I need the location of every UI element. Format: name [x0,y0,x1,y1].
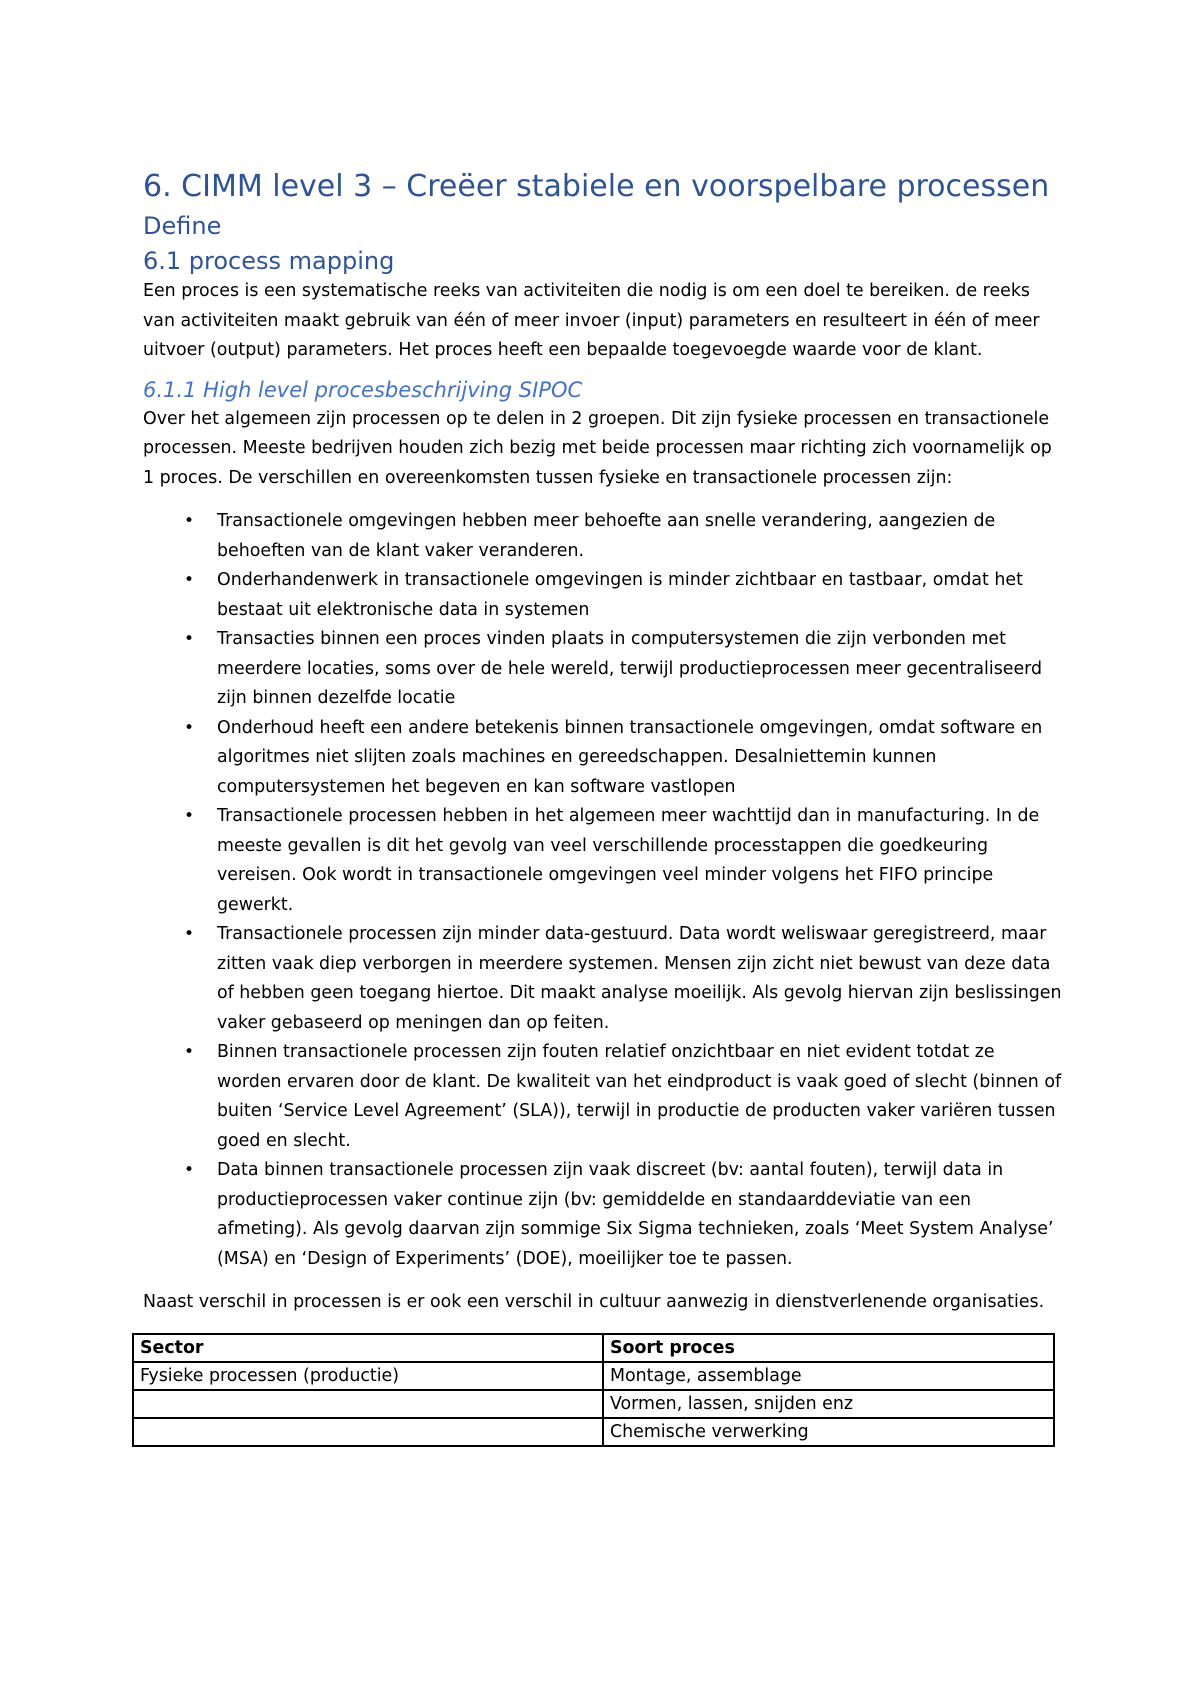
list-item [143,566,1063,625]
table-row [133,1390,1054,1418]
list-item [143,802,1063,920]
table-cell: Chemische verwerking [603,1418,1054,1446]
list-item [143,1038,1063,1156]
table-header-process: Soort proces [603,1334,1054,1362]
list-item [143,714,1063,803]
list-item-text: Transactionele omgevingen hebben meer behoefte aan snelle verandering, aangezien de behoeften van de klant vaker veranderen. [217,511,996,561]
list-item-text: Transactionele processen hebben in het algemeen meer wachttijd dan in manufacturing. In de meeste gevallen is dit het gevolg van veel verschillende processtappen die goedkeuring vereisen. Ook wordt in transactionele omgevingen veel minder volgens het FIFO principe gewerkt. [217,806,1040,915]
list-item-text: Transacties binnen een proces vinden plaats in computersystemen die zijn verbonden met meerdere locaties, soms over de hele wereld, terwijl productieprocessen meer gecentraliseerd zijn binnen dezelfde locatie [217,629,1043,708]
list-item [143,507,1063,566]
sipoc-paragraph: Over het algemeen zijn processen op te delen in 2 groepen. Dit zijn fysieke processen en transactionele processen. Meeste bedrijven houden zich bezig met beide processen maar richting zich voornamelijk op 1 proces. De verschillen en overeenkomsten tussen fysieke en transactionele processen zijn: [143,408,1052,488]
bullet-icon: • [184,511,195,531]
table-cell [133,1418,603,1446]
table-header-row [133,1334,1054,1362]
closing-paragraph: Naast verschil in processen is er ook een verschil in cultuur aanwezig in dienstverlenende organisaties. [143,1292,1045,1312]
table-row [133,1418,1054,1446]
list-item [143,1156,1063,1274]
section-heading: 6.1 process mapping [143,247,395,275]
table-header-sector: Sector [133,1334,603,1362]
list-item-text: Transactionele processen zijn minder data-gestuurd. Data wordt weliswaar geregistreerd, maar zitten vaak diep verborgen in meerdere systemen. Mensen zijn zicht niet bewust van deze data of hebben geen toegang hiertoe. Dit maakt analyse moeilijk. Als gevolg hiervan zijn beslissingen vaker gebaseerd op meningen dan op feiten. [217,924,1062,1033]
bullet-icon: • [184,629,195,649]
define-heading: Define [143,212,222,240]
intro-paragraph: Een proces is een systematische reeks van activiteiten die nodig is om een doel te bereiken. de reeks van activiteiten maakt gebruik van één of meer invoer (input) parameters en resulteert in één of meer uitvoer (output) parameters. Het proces heeft een bepaalde toegevoegde waarde voor de klant. [143,281,1040,360]
bullet-icon: • [184,1160,195,1180]
list-item-text: Onderhandenwerk in transactionele omgevingen is minder zichtbaar en tastbaar, omdat het bestaat uit elektronische data in systemen [217,570,1023,620]
bullet-icon: • [184,570,195,590]
bullet-icon: • [184,806,195,826]
list-item [143,920,1063,1038]
differences-list [143,507,1063,1274]
table-cell: Vormen, lassen, snijden enz [603,1390,1054,1418]
sector-table [132,1333,1055,1447]
chapter-title: 6. CIMM level 3 – Creëer stabiele en voorspelbare processen [143,169,1050,204]
bullet-icon: • [184,1042,195,1062]
table-cell: Montage, assemblage [603,1362,1054,1390]
list-item-text: Data binnen transactionele processen zijn vaak discreet (bv: aantal fouten), terwijl data in productieprocessen vaker continue zijn (bv: gemiddelde en standaarddeviatie van een afmeting). Als gevolg daarvan zijn sommige Six Sigma technieken, zoals ‘Meet System Analyse’ (MSA) en ‘Design of Experiments’ (DOE), moeilijker toe te passen. [217,1160,1054,1269]
table-cell: Fysieke processen (productie) [133,1362,603,1390]
bullet-icon: • [184,717,195,738]
table-cell [133,1390,603,1418]
table-row [133,1362,1054,1390]
list-item-text: Binnen transactionele processen zijn fouten relatief onzichtbaar en niet evident totdat ze worden ervaren door de klant. De kwaliteit van het eindproduct is vaak goed of slecht (binnen of buiten ‘Service Level Agreement’ (SLA)), terwijl in productie de producten vaker variëren tussen goed en slecht. [217,1042,1062,1151]
bullet-icon: • [184,924,195,944]
list-item [143,625,1063,714]
list-item-text: Onderhoud heeft een andere betekenis binnen transactionele omgevingen, omdat software en algoritmes niet slijten zoals machines en gereedschappen. Desalniettemin kunnen computersystemen het begeven en kan software vastlopen [217,717,1043,797]
document-page [140,166,1063,1447]
subsection-heading: 6.1.1 High level procesbeschrijving SIPOC [143,377,583,402]
